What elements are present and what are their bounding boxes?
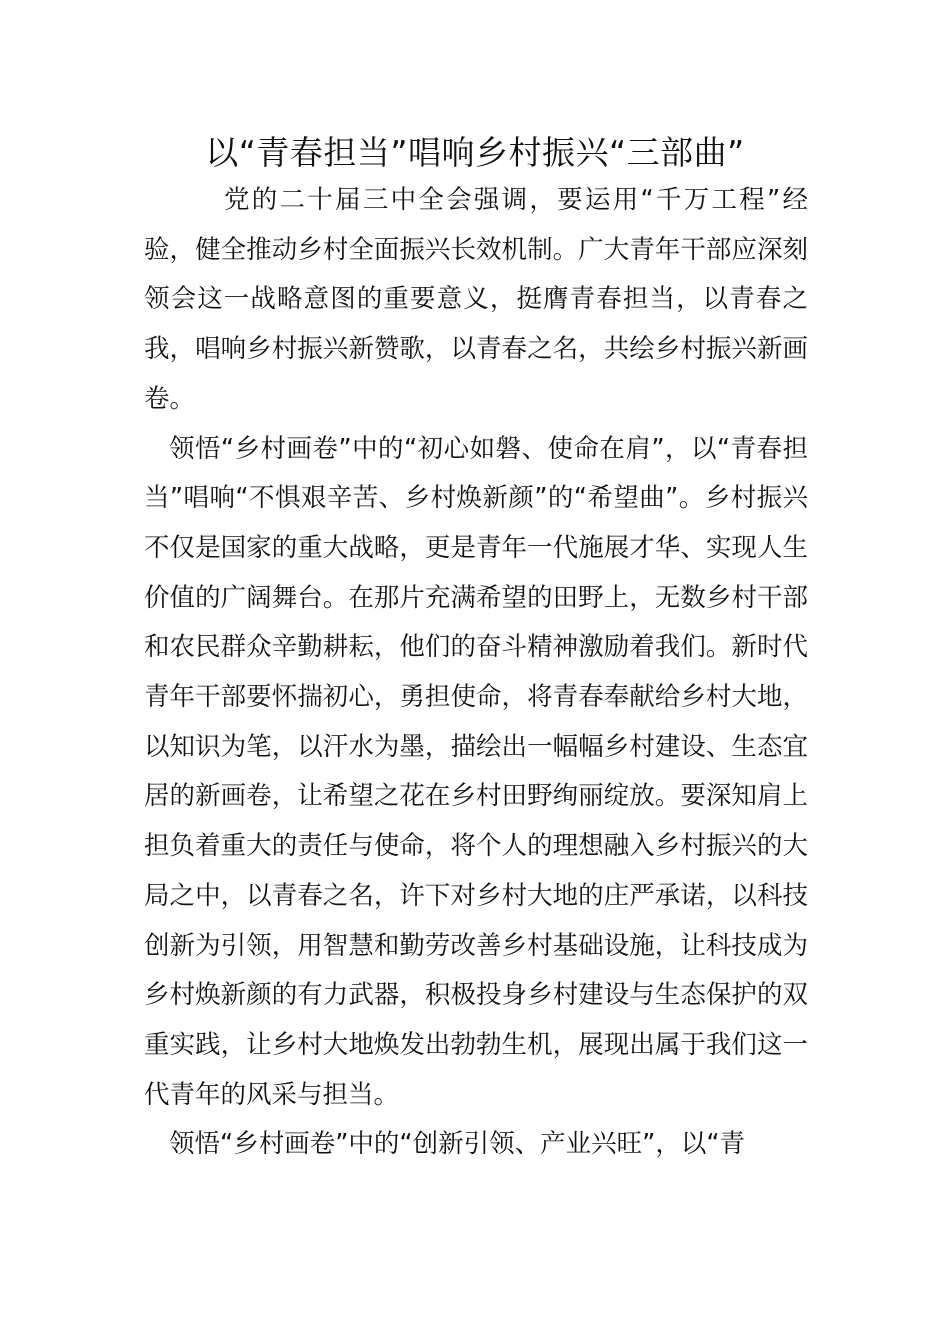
paragraph-2: 领悟“乡村画卷”中的“初心如磐、使命在肩”，以“青春担当”唱响“不惧艰辛苦、乡村焕新颜”的“希望曲”。乡村振兴不仅是国家的重大战略，更是青年一代施展才华、实现人生价值的广阔舞台。在那片充满希望的田野上，无数乡村干部和农民群众辛勤耕耘，他们的奋斗精神激励着我们。新时代青年干部要怀揣初心，勇担使命，将青春奉献给乡村大地，以知识为笔，以汗水为墨，描绘出一幅幅乡村建设、生态宜居的新画卷，让希望之花在乡村田野绚丽绽放。要深知肩上担负着重大的责任与使命，将个人的理想融入乡村振兴的大局之中，以青春之名，许下对乡村大地的庄严承诺，以科技创新为引领，用智慧和勤劳改善乡村基础设施，让科技成为乡村焕新颜的有力武器，积极投身乡村建设与生态保护的双重实践，让乡村大地焕发出勃勃生机，展现出属于我们这一代青年的风采与担当。 <box>144 433 808 1110</box>
paragraph-3: 领悟“乡村画卷”中的“创新引领、产业兴旺”，以“青 <box>169 1129 746 1160</box>
document-title: 以“青春担当”唱响乡村振兴“三部曲” <box>205 133 745 172</box>
paragraph-1: 党的二十届三中全会强调，要运用“千万工程”经验，健全推动乡村全面振兴长效机制。广大青年干部应深刻领会这一战略意图的重要意义，挺膺青春担当，以青春之我，唱响乡村振兴新赞歌，以青春之名，共绘乡村振兴新画卷。 <box>144 185 808 414</box>
document-body <box>144 176 808 1170</box>
